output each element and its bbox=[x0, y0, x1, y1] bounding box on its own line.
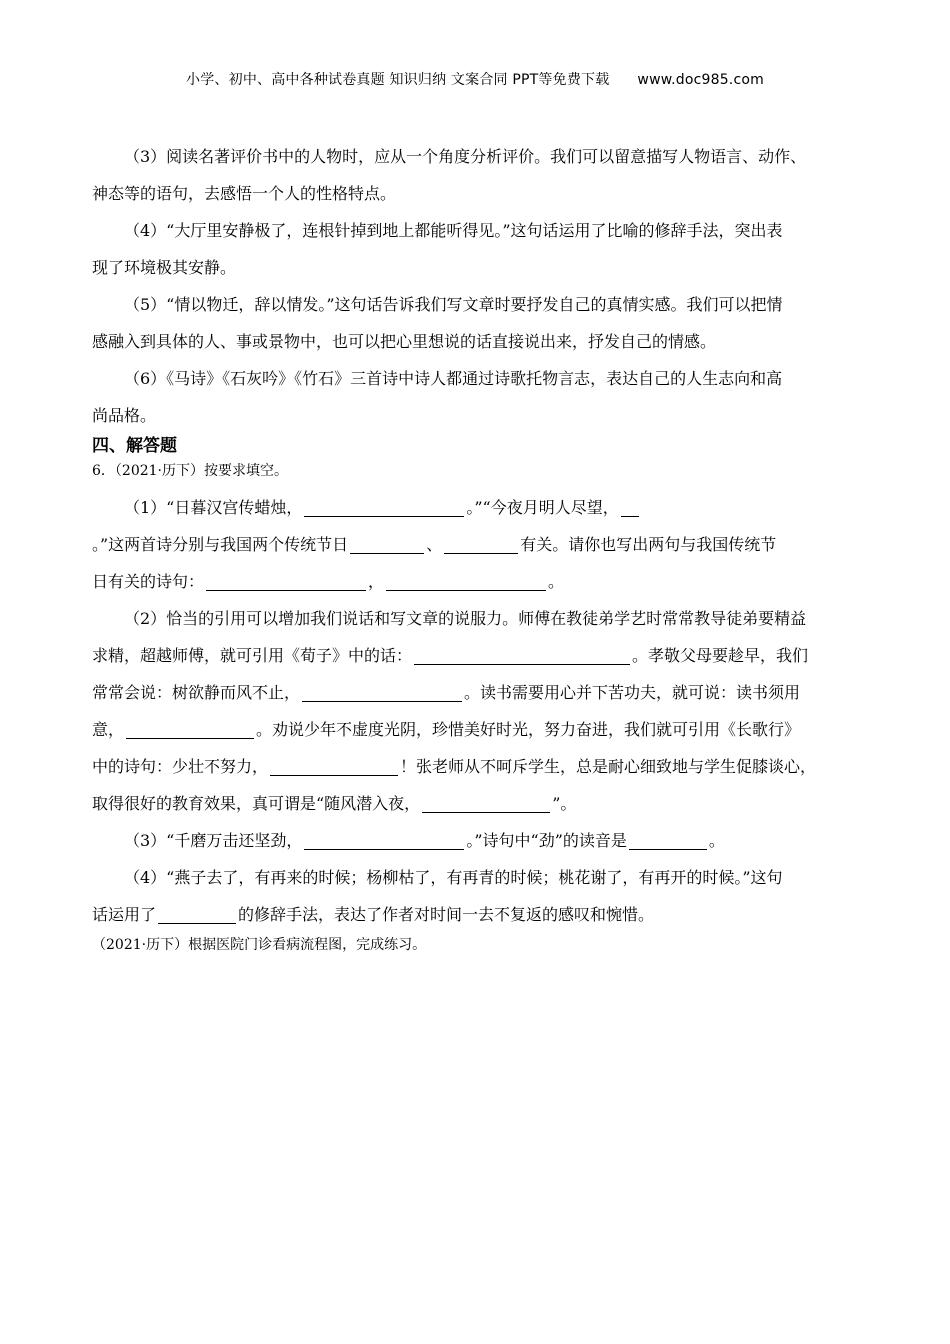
header-text: 小学、初中、高中各种试卷真题 知识归纳 文案合同 PPT等免费下载 bbox=[186, 72, 610, 88]
item-6-line-1: （6）《马诗》《石灰吟》《竹石》三首诗中诗人都通过诗歌托物言志，表达自己的人生志向和高 bbox=[124, 369, 783, 388]
answer-blank[interactable] bbox=[444, 535, 518, 554]
q6-part2-line6: 取得很好的教育效果，真可谓是“随风潜入夜， ”。 bbox=[92, 794, 577, 813]
answer-blank[interactable] bbox=[126, 720, 254, 739]
question-7-intro: （2021·历下）根据医院门诊看病流程图，完成练习。 bbox=[92, 937, 427, 953]
q6-part1-line1: （1）“日暮汉宫传蜡烛， 。”“今夜月明人尽望， bbox=[92, 489, 867, 526]
q6-part2-line3: 常常会说：树欲静而风不止， 。读书需要用心并下苦功夫，就可说：读书须用 bbox=[92, 683, 801, 702]
header-url[interactable]: www.doc985.com bbox=[637, 72, 764, 88]
answer-blank[interactable] bbox=[629, 831, 707, 850]
item-5-line-1: （5）“情以物迁，辞以情发。”这句话告诉我们写文章时要抒发自己的真情实感。我们可以把情 bbox=[124, 295, 783, 314]
item-3-line-2: 神态等的语句，去感悟一个人的性格特点。 bbox=[92, 184, 397, 203]
q6-part2-line5: 中的诗句：少壮不努力， ！张老师从不呵斥学生，总是耐心细致地与学生促膝谈心， bbox=[92, 757, 817, 776]
answer-blank[interactable] bbox=[621, 498, 639, 517]
item-5-line-2: 感融入到具体的人、事或景物中，也可以把心里想说的话直接说出来，抒发自己的情感。 bbox=[92, 332, 717, 351]
q6-part2-line1: （2）恰当的引用可以增加我们说话和写文章的说服力。师傅在教徒弟学艺时常常教导徒弟要精益 bbox=[124, 609, 807, 628]
statements-list bbox=[92, 138, 867, 434]
item-4-line-1: （4）“大厅里安静极了，连根针掉到地上都能听得见。”这句话运用了比喻的修辞手法，突出表 bbox=[124, 221, 783, 240]
answer-blank[interactable] bbox=[302, 683, 462, 702]
answer-blank[interactable] bbox=[206, 572, 366, 591]
q6-part3-line1: （3）“千磨万击还坚劲， 。”诗句中“劲”的读音是 。 bbox=[124, 831, 725, 850]
answer-blank[interactable] bbox=[270, 757, 398, 776]
question-6-body bbox=[92, 489, 867, 933]
answer-blank[interactable] bbox=[158, 905, 236, 924]
item-4-line-2: 现了环境极其安静。 bbox=[92, 258, 237, 277]
q6-part2-line2: 求精，超越师傅，就可引用《荀子》中的话： 。孝敬父母要趁早，我们 bbox=[92, 646, 809, 665]
answer-blank[interactable] bbox=[386, 572, 546, 591]
answer-blank[interactable] bbox=[304, 498, 464, 517]
q6-part4-line2: 话运用了 的修辞手法，表达了作者对时间一去不复返的感叹和惋惜。 bbox=[92, 905, 655, 924]
answer-blank[interactable] bbox=[422, 794, 550, 813]
q6-part1-line3: 日有关的诗句： ， 。 bbox=[92, 572, 565, 591]
item-3-line-1: （3）阅读名著评价书中的人物时，应从一个角度分析评价。我们可以留意描写人物语言、动作、 bbox=[124, 147, 807, 166]
item-6-line-2: 尚品格。 bbox=[92, 406, 157, 425]
page-header bbox=[0, 69, 950, 89]
answer-blank[interactable] bbox=[414, 646, 630, 665]
q6-part1-line2: 。”这两首诗分别与我国两个传统节日 、 有关。请你也写出两句与我国传统节 bbox=[92, 535, 777, 554]
q6-part4-line1: （4）“燕子去了，有再来的时候；杨柳枯了，有再青的时候；桃花谢了，有再开的时候。”这句 bbox=[124, 868, 783, 887]
question-6-intro: 6．（2021·历下）按要求填空。 bbox=[92, 463, 288, 479]
answer-blank[interactable] bbox=[350, 535, 424, 554]
q6-part2-line4: 意， 。劝说少年不虚度光阴，珍惜美好时光，努力奋进，我们就可引用《长歌行》 bbox=[92, 720, 801, 739]
question-7 bbox=[92, 932, 867, 958]
answer-blank[interactable] bbox=[304, 831, 464, 850]
section-four bbox=[92, 434, 867, 484]
section-title: 四、解答题 bbox=[92, 436, 177, 456]
